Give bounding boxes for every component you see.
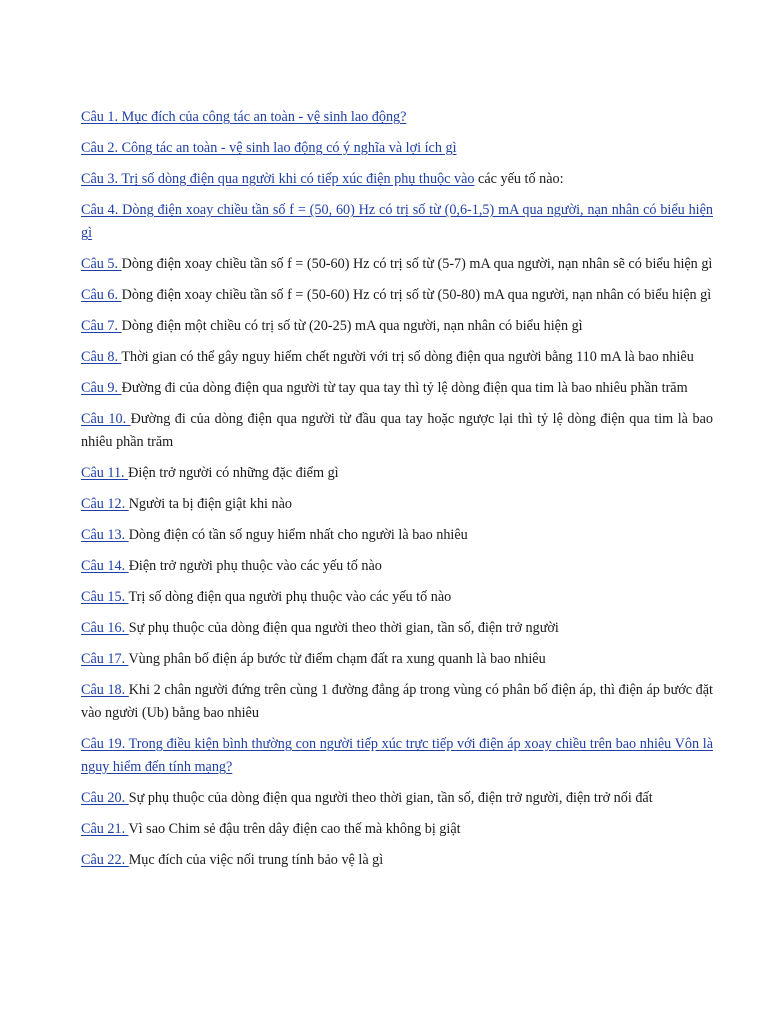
- question-1: [81, 106, 713, 129]
- question-3-link[interactable]: Câu 3. Trị số dòng điện qua người khi có tiếp xúc điện phụ thuộc vào: [81, 171, 475, 187]
- question-9-text: Đường đi của dòng điện qua người từ tay qua tay thì tỷ lệ dòng điện qua tim là bao nhiêu phần trăm: [121, 380, 688, 396]
- question-22: [81, 849, 713, 872]
- question-14-text: Điện trở người phụ thuộc vào các yếu tố nào: [128, 558, 382, 574]
- question-11: [81, 462, 713, 485]
- question-5-link[interactable]: Câu 5.: [81, 256, 122, 272]
- question-7-text: Dòng điện một chiều có trị số từ (20-25) mA qua người, nạn nhân có biểu hiện gì: [121, 318, 583, 334]
- question-15: [81, 586, 713, 609]
- question-16-link[interactable]: Câu 16.: [81, 620, 129, 636]
- question-17: [81, 648, 713, 671]
- question-19: [81, 733, 713, 779]
- question-16-text: Sự phụ thuộc của dòng điện qua người theo thời gian, tần số, điện trở người: [128, 620, 559, 636]
- question-6-link[interactable]: Câu 6.: [81, 287, 122, 303]
- question-6-text: Dòng điện xoay chiều tần số f = (50-60) Hz có trị số từ (50-80) mA qua người, nạn nhân có biểu hiện gì: [121, 287, 712, 303]
- question-21: [81, 818, 713, 841]
- question-2: [81, 137, 713, 160]
- question-2-link[interactable]: Câu 2. Công tác an toàn - vệ sinh lao động có ý nghĩa và lợi ích gì: [81, 140, 457, 156]
- question-10-link[interactable]: Câu 10.: [81, 411, 131, 427]
- question-9: [81, 377, 713, 400]
- question-6: [81, 284, 713, 307]
- question-3: [81, 168, 713, 191]
- question-17-link[interactable]: Câu 17.: [81, 651, 129, 667]
- question-20-text: Sự phụ thuộc của dòng điện qua người theo thời gian, tần số, điện trở người, điện trở nối đất: [128, 790, 653, 806]
- question-11-link[interactable]: Câu 11.: [81, 465, 129, 481]
- question-4: [81, 199, 713, 245]
- question-5-text: Dòng điện xoay chiều tần số f = (50-60) Hz có trị số từ (5-7) mA qua người, nạn nhân sẽ có biểu hiện gì: [121, 256, 713, 272]
- question-14-link[interactable]: Câu 14.: [81, 558, 129, 574]
- question-3-text: các yếu tố nào:: [474, 171, 564, 187]
- question-22-link[interactable]: Câu 22.: [81, 852, 129, 868]
- question-9-link[interactable]: Câu 9.: [81, 380, 122, 396]
- question-14: [81, 555, 713, 578]
- question-7-link[interactable]: Câu 7.: [81, 318, 122, 334]
- question-12-link[interactable]: Câu 12.: [81, 496, 129, 512]
- question-20: [81, 787, 713, 810]
- question-15-link[interactable]: Câu 15.: [81, 589, 129, 605]
- question-21-text: Vì sao Chim sẻ đậu trên dây điện cao thế mà không bị giật: [128, 821, 461, 837]
- question-4-link[interactable]: Câu 4. Dòng điện xoay chiều tần số f = (50, 60) Hz có trị số từ (0,6-1,5) mA qua người, nạn nhân có biểu hiện gì: [81, 202, 713, 241]
- question-8-text: Thời gian có thể gây nguy hiểm chết người với trị số dòng điện qua người bằng 110 mA là bao nhiêu: [121, 349, 694, 365]
- question-12: [81, 493, 713, 516]
- question-18-text: Khi 2 chân người đứng trên cùng 1 đường đẳng áp trong vùng có phân bố điện áp, thì điện áp bước đặt vào người (Ub) bằng bao nhiêu: [81, 682, 713, 721]
- question-18: [81, 679, 713, 725]
- question-11-text: Điện trở người có những đặc điểm gì: [128, 465, 339, 481]
- question-16: [81, 617, 713, 640]
- question-17-text: Vùng phân bố điện áp bước từ điểm chạm đất ra xung quanh là bao nhiêu: [128, 651, 546, 667]
- question-12-text: Người ta bị điện giật khi nào: [128, 496, 293, 512]
- question-13-text: Dòng điện có tần số nguy hiểm nhất cho người là bao nhiêu: [128, 527, 468, 543]
- question-18-link[interactable]: Câu 18.: [81, 682, 129, 698]
- question-list: [81, 106, 713, 880]
- question-8-link[interactable]: Câu 8.: [81, 349, 122, 365]
- question-13-link[interactable]: Câu 13.: [81, 527, 129, 543]
- question-7: [81, 315, 713, 338]
- question-21-link[interactable]: Câu 21.: [81, 821, 129, 837]
- question-5: [81, 253, 713, 276]
- question-15-text: Trị số dòng điện qua người phụ thuộc vào các yếu tố nào: [128, 589, 452, 605]
- question-10: [81, 408, 713, 454]
- question-22-text: Mục đích của việc nối trung tính bảo vệ là gì: [128, 852, 384, 868]
- question-8: [81, 346, 713, 369]
- question-19-link[interactable]: Câu 19. Trong điều kiện bình thường con người tiếp xúc trực tiếp với điện áp xoay chiều trên bao nhiêu Vôn là nguy hiểm đến tính mạng?: [81, 736, 713, 775]
- question-20-link[interactable]: Câu 20.: [81, 790, 129, 806]
- question-13: [81, 524, 713, 547]
- question-10-text: Đường đi của dòng điện qua người từ đầu qua tay hoặc ngược lại thì tỷ lệ dòng điện qua tim là bao nhiêu phần trăm: [81, 411, 713, 450]
- question-1-link[interactable]: Câu 1. Mục đích của công tác an toàn - vệ sinh lao động?: [81, 109, 407, 125]
